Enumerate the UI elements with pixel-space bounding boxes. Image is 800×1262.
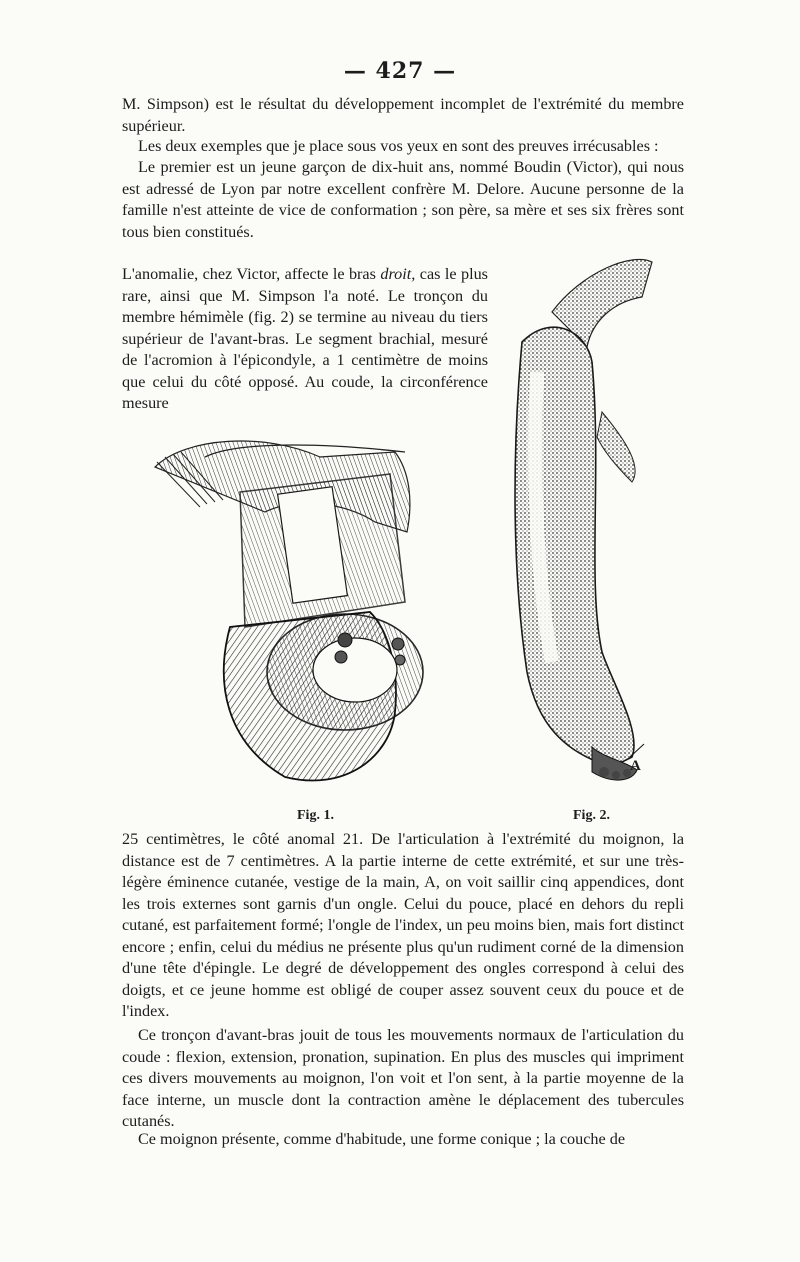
paragraph-movements: Ce tronçon d'avant-bras jouit de tous les mouvements normaux de l'articulation du coude : flexion, extension, pronation, supination. En plus des muscles qui impriment ces divers mouvements au moignon, l'on voit et l'on sent, à la partie moyenne de la face interne, un muscle dont la contraction amène le déplacement des tubercules cutanés. [122, 1026, 684, 1130]
anomaly-text-start: L'anomalie, chez Victor, affecte le bras [122, 265, 381, 283]
figure-1-illustration [145, 412, 465, 807]
paragraph-examples: Les deux exemples que je place sous vos yeux en sont des preuves irrécusables : [138, 137, 659, 155]
figure-2-caption: Fig. 2. [573, 808, 610, 823]
figure-2-illustration [492, 252, 672, 807]
paragraph-measurements: 25 centimètres, le côté anomal 21. De l'articulation à l'extrémité du moignon, la distance est de 7 centimètres. A la partie interne de cette extrémité, et sur une très-légère éminence cutanée, vestige de la main, A, on voit saillir cinq appendices, dont les trois externes sont garnis d'un ongle. Celui du pouce, placé en dehors du repli cutané, est parfaitement formé; l'ongle de l'index, un peu moins bien, mais fort distinct encore ; enfin, celui du médius ne présente plus qu'un rudiment corné de la dimension d'une tête d'épingle. Le degré de développement des ongles correspond à celui des doigts, et ce jeune homme est obligé de couper assez souvent ceux du pouce et de l'index. [122, 830, 684, 1020]
paragraph-first-case: Le premier est un jeune garçon de dix-huit ans, nommé Boudin (Victor), qui nous est adressé de Lyon par notre excellent confrère M. Delore. Aucune personne de la famille n'est atteinte de vice de conformation ; son père, sa mère et ses six frères sont tous bien constitués. [122, 158, 684, 241]
paragraph-intro: M. Simpson) est le résultat du développement incomplet de l'extrémité du membre supérieur. [122, 95, 684, 135]
figure-1-caption: Fig. 1. [297, 808, 334, 823]
anomaly-text-italic: droit, [380, 265, 416, 283]
paragraph-conclusion: Ce moignon présente, comme d'habitude, une forme conique ; la couche de [138, 1130, 626, 1148]
page-number: — 427 — [343, 58, 457, 84]
anomaly-text-end: cas le plus rare, ainsi que M. Simpson l'a noté. Le tronçon du membre hémimèle (fig. 2) se termine au niveau du tiers supérieur de l'avant-bras. Le segment brachial, mesuré de l'acromion à l'épicondyle, a 1 centimètre de moins que celui du côté opposé. Au coude, la circonférence mesure [122, 265, 488, 412]
paragraph-anomaly [122, 264, 488, 415]
figure-label-a: A [630, 758, 641, 774]
